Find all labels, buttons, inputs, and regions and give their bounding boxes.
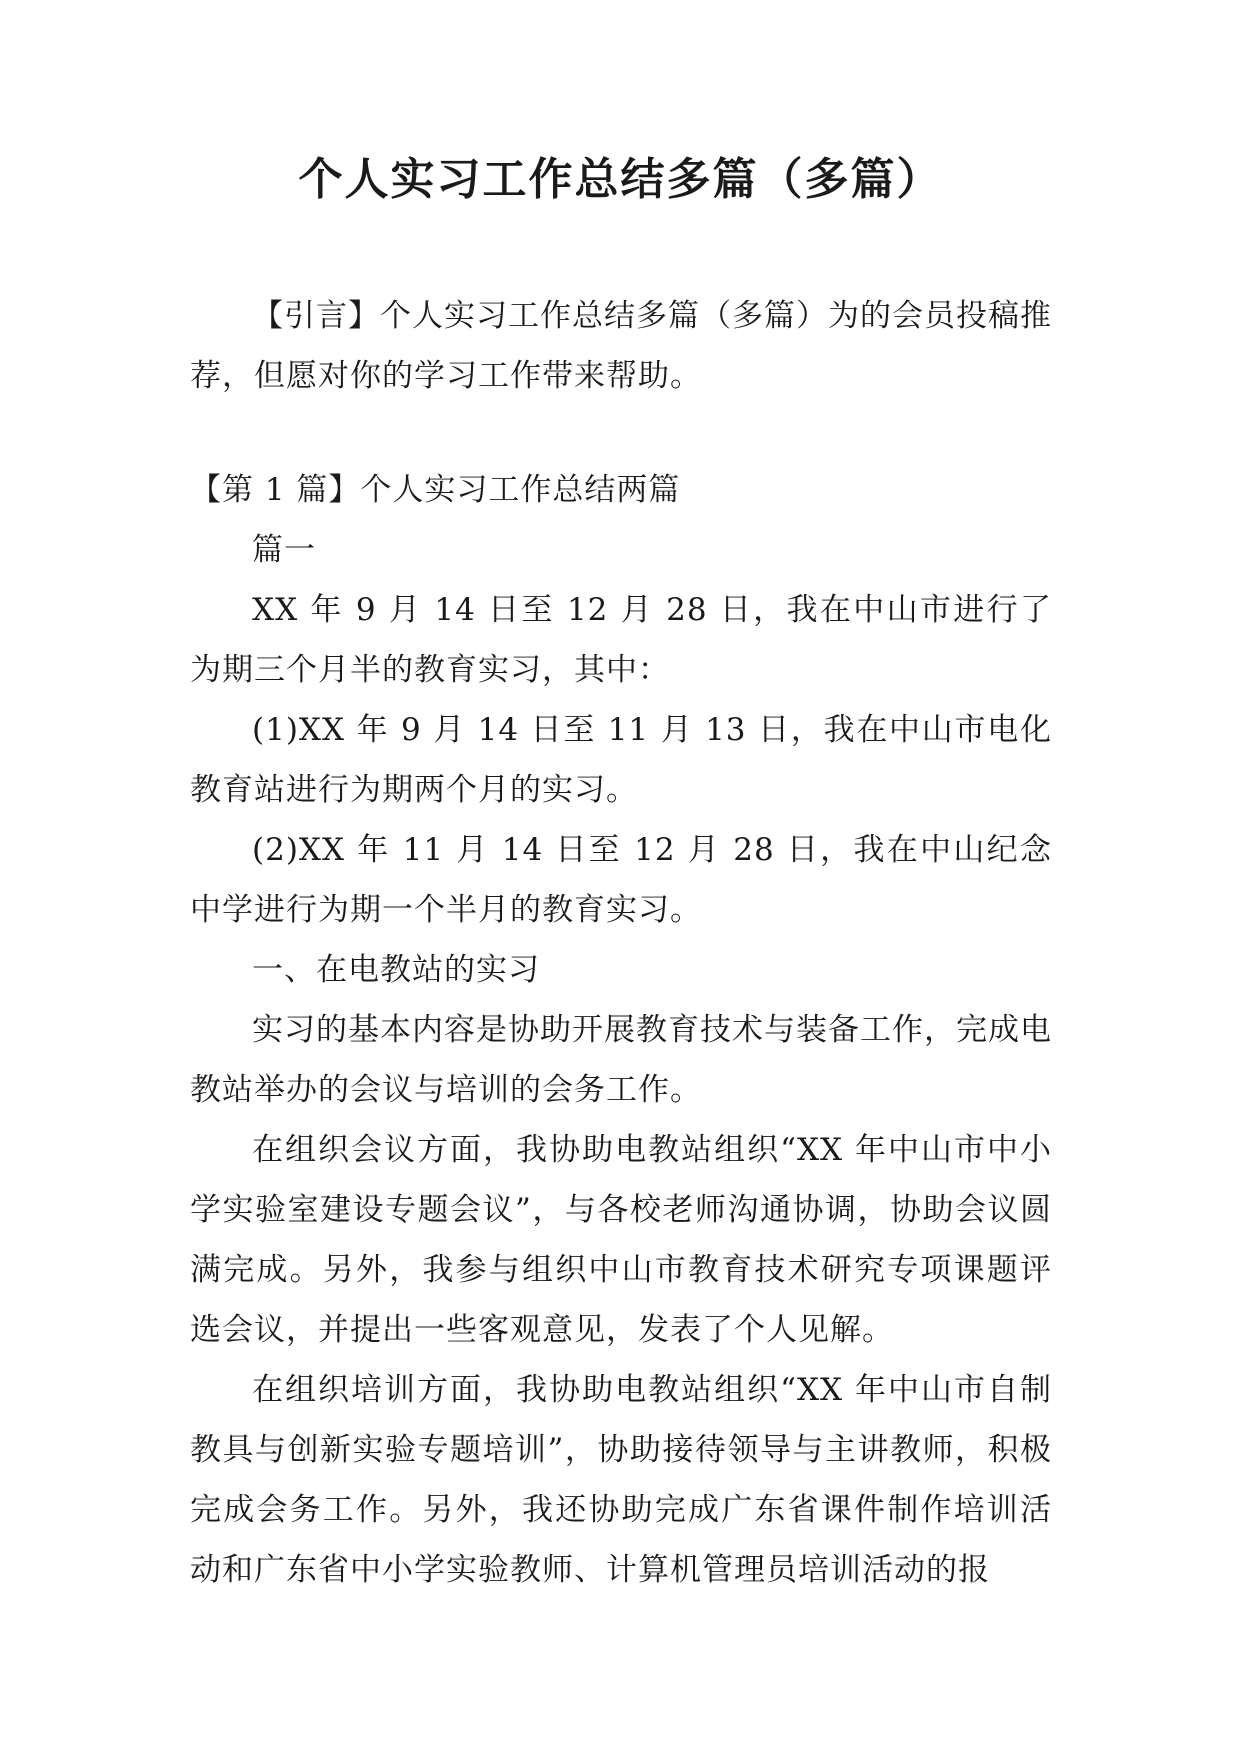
- section-heading: 【第 1 篇】个人实习工作总结两篇: [190, 472, 681, 508]
- document-title: 个人实习工作总结多篇（多篇）: [298, 154, 943, 205]
- paragraph: (1)XX 年 9 月 14 日至 11 月 13 日，我在中山市电化教育站进行为期两个月的实习。: [190, 712, 1052, 808]
- paragraph: XX 年 9 月 14 日至 12 月 28 日，我在中山市进行了为期三个月半的教育实习，其中：: [190, 592, 1052, 688]
- paragraph: 实习的基本内容是协助开展教育技术与装备工作，完成电教站举办的会议与培训的会务工作。: [190, 1012, 1052, 1108]
- section-content: [190, 460, 1052, 1600]
- paragraph-subtitle: 篇一: [252, 532, 316, 568]
- intro-block: [190, 286, 1052, 406]
- intro-paragraph: 【引言】个人实习工作总结多篇（多篇）为的会员投稿推荐，但愿对你的学习工作带来帮助。: [190, 298, 1052, 394]
- subsection-heading: 一、在电教站的实习: [252, 952, 540, 988]
- paragraph: 在组织会议方面，我协助电教站组织“XX 年中山市中小学实验室建设专题会议”，与各校老师沟通协调，协助会议圆满完成。另外，我参与组织中山市教育技术研究专项课题评选会议，并提出一些客观意见，发表了个人见解。: [190, 1132, 1052, 1348]
- paragraph: (2)XX 年 11 月 14 日至 12 月 28 日，我在中山纪念中学进行为期一个半月的教育实习。: [190, 832, 1052, 928]
- paragraph: 在组织培训方面，我协助电教站组织“XX 年中山市自制教具与创新实验专题培训”，协助接待领导与主讲教师，积极完成会务工作。另外，我还协助完成广东省课件制作培训活动和广东省中小学实验教师、计算机管理员培训活动的报: [190, 1372, 1052, 1588]
